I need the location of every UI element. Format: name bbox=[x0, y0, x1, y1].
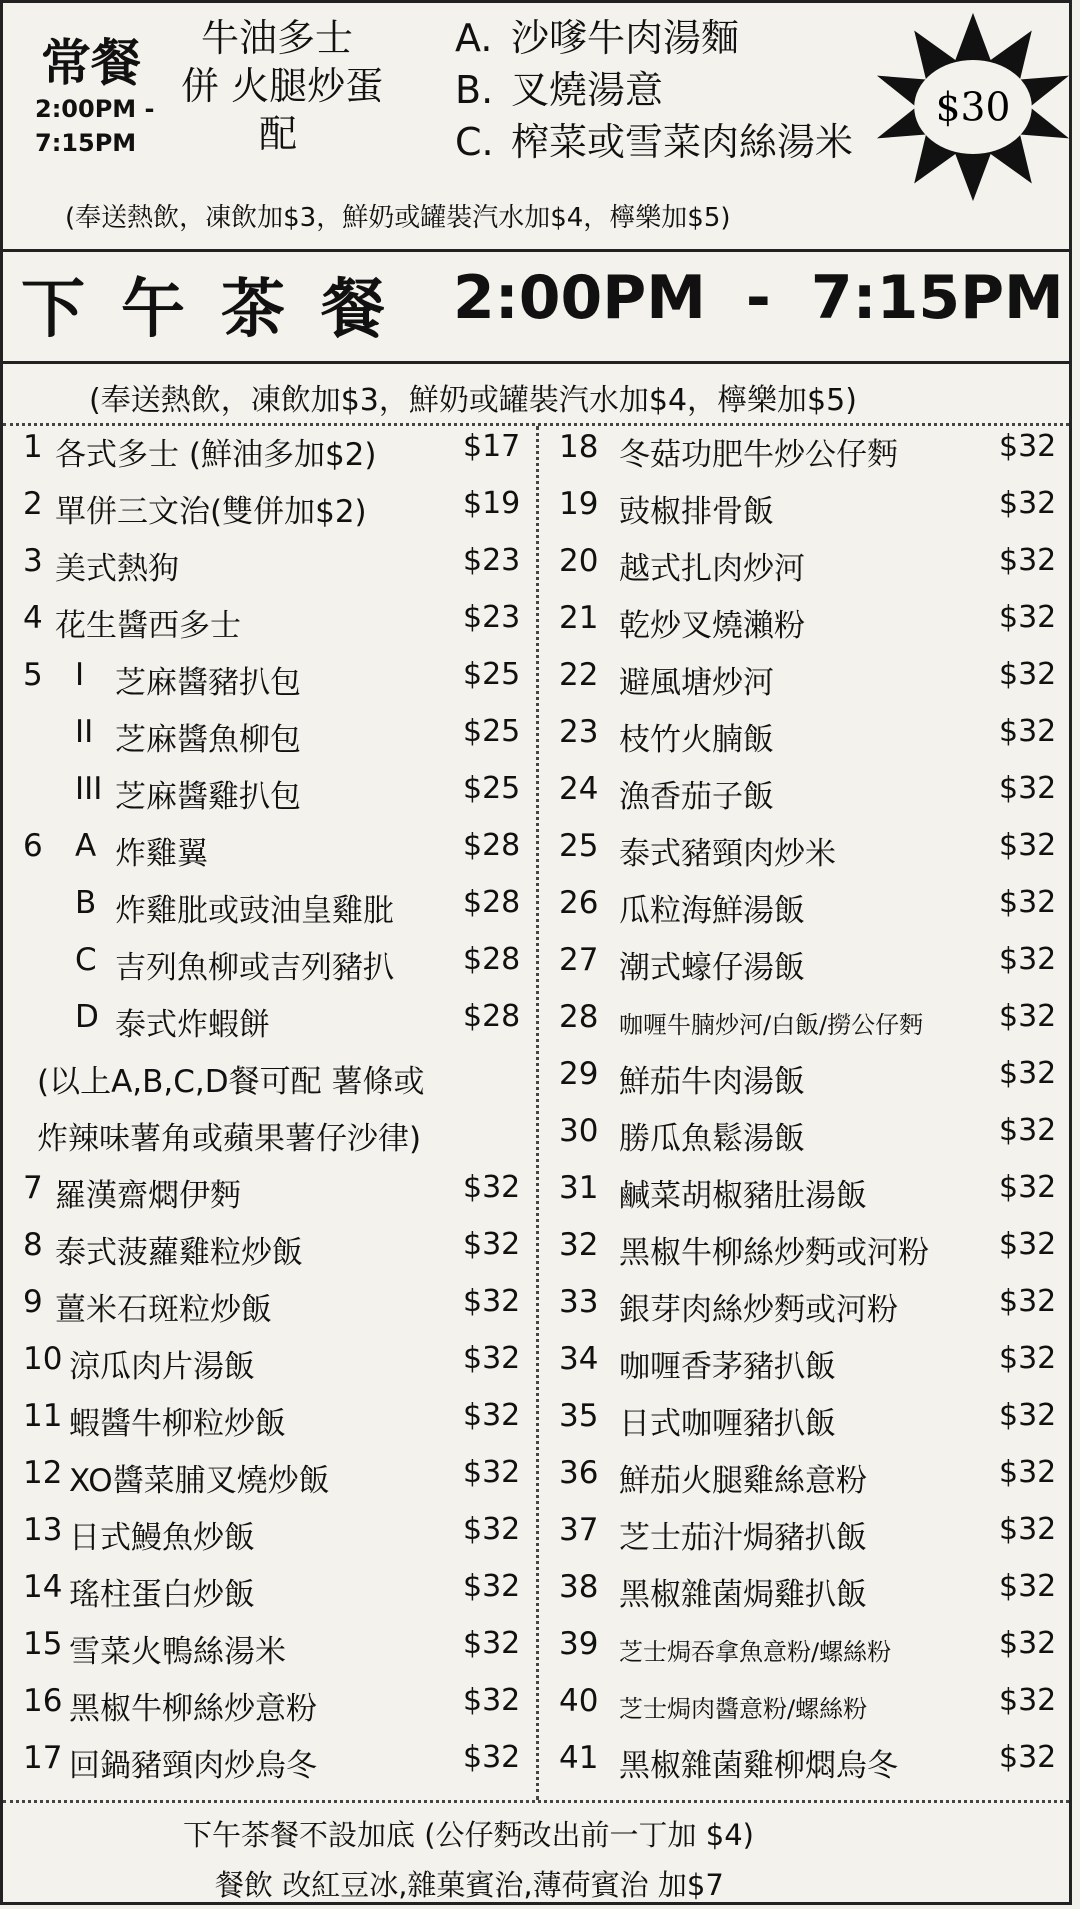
item-name: 炸雞翼 bbox=[115, 836, 208, 872]
menu-item-row bbox=[559, 1740, 1064, 1788]
item-sub-label: III bbox=[75, 771, 103, 807]
set-meal-time-start: 2:00PM - bbox=[35, 95, 155, 123]
item-price: $25 bbox=[463, 771, 521, 806]
item-number: 40 bbox=[559, 1683, 599, 1719]
item-number: 11 bbox=[23, 1398, 63, 1434]
menu-item-row bbox=[23, 543, 528, 591]
menu-item-row bbox=[23, 600, 528, 648]
menu-item-row bbox=[23, 1626, 528, 1674]
item-price: $28 bbox=[463, 828, 521, 863]
menu-item-row bbox=[23, 1284, 528, 1332]
item-number: 31 bbox=[559, 1170, 599, 1206]
item-name: 芝士焗肉醬意粉/螺絲粉 bbox=[619, 1695, 868, 1723]
item-name: 日式咖喱豬扒飯 bbox=[619, 1406, 836, 1442]
item-number: 41 bbox=[559, 1740, 599, 1776]
menu-item-row bbox=[559, 600, 1064, 648]
tea-set-time-start: 2:00PM bbox=[453, 263, 706, 333]
price-star-burst bbox=[875, 9, 1071, 205]
item-name: 芝士焗吞拿魚意粉/螺絲粉 bbox=[619, 1638, 892, 1666]
item-note: 炸辣味薯角或蘋果薯仔沙律) bbox=[37, 1121, 422, 1157]
menu-item-row bbox=[559, 1569, 1064, 1617]
menu-item-row bbox=[23, 1056, 528, 1104]
tea-set-drink-note: (奉送熱飲，凍飲加$3，鮮奶或罐裝汽水加$4，檸樂加$5) bbox=[89, 383, 857, 418]
item-price: $23 bbox=[463, 543, 521, 578]
menu-item-row bbox=[559, 942, 1064, 990]
item-price: $28 bbox=[463, 999, 521, 1034]
menu-item-row bbox=[559, 1113, 1064, 1161]
item-name: 黑椒牛柳絲炒麪或河粉 bbox=[619, 1235, 929, 1271]
item-price: $32 bbox=[999, 771, 1057, 806]
set-meal-option-letter: A. bbox=[455, 16, 493, 60]
item-name: 芝士茄汁焗豬扒飯 bbox=[619, 1520, 867, 1556]
menu-item-row bbox=[23, 429, 528, 477]
item-price: $32 bbox=[999, 1740, 1057, 1775]
set-meal-drink-note: (奉送熱飲，凍飲加$3，鮮奶或罐裝汽水加$4，檸樂加$5) bbox=[65, 203, 731, 233]
item-price: $32 bbox=[999, 1113, 1057, 1148]
item-number: 8 bbox=[23, 1227, 43, 1263]
menu-item-row bbox=[23, 828, 528, 876]
item-price: $32 bbox=[999, 657, 1057, 692]
item-sub-label: C bbox=[75, 942, 97, 978]
item-name: 羅漢齋燜伊麪 bbox=[55, 1178, 241, 1214]
item-number: 33 bbox=[559, 1284, 599, 1320]
item-name: 回鍋豬頸肉炒烏冬 bbox=[69, 1748, 317, 1784]
item-number: 27 bbox=[559, 942, 599, 978]
set-meal-price: $30 bbox=[935, 85, 1011, 131]
item-name: 鮮茄火腿雞絲意粉 bbox=[619, 1463, 867, 1499]
set-meal-combo-line1: 牛油多士 bbox=[201, 16, 354, 60]
item-number: 7 bbox=[23, 1170, 43, 1206]
item-name: 美式熱狗 bbox=[55, 551, 179, 587]
item-name: 各式多士 (鮮油多加$2) bbox=[55, 437, 377, 473]
item-price: $28 bbox=[463, 942, 521, 977]
divider bbox=[3, 1800, 1069, 1803]
item-number: 26 bbox=[559, 885, 599, 921]
item-number: 35 bbox=[559, 1398, 599, 1434]
menu-item-row bbox=[23, 1227, 528, 1275]
item-name: 日式鰻魚炒飯 bbox=[69, 1520, 255, 1556]
item-name: 花生醬西多士 bbox=[55, 608, 241, 644]
item-sub-label: B bbox=[75, 885, 97, 921]
item-price: $32 bbox=[463, 1569, 521, 1604]
item-number: 1 bbox=[23, 429, 43, 465]
item-name: 吉列魚柳或吉列豬扒 bbox=[115, 950, 394, 986]
item-price: $32 bbox=[999, 885, 1057, 920]
item-name: 瑤柱蛋白炒飯 bbox=[69, 1577, 255, 1613]
item-number: 29 bbox=[559, 1056, 599, 1092]
item-name: 咖喱牛腩炒河/白飯/撈公仔麪 bbox=[619, 1011, 924, 1039]
item-price: $32 bbox=[999, 1512, 1057, 1547]
item-sub-label: I bbox=[75, 657, 85, 693]
item-price: $32 bbox=[999, 1170, 1057, 1205]
item-price: $32 bbox=[999, 1398, 1057, 1433]
menu-item-row bbox=[559, 1284, 1064, 1332]
item-name: 避風塘炒河 bbox=[619, 665, 774, 701]
item-name: 蝦醬牛柳粒炒飯 bbox=[69, 1406, 286, 1442]
item-number: 9 bbox=[23, 1284, 43, 1320]
item-number: 15 bbox=[23, 1626, 63, 1662]
item-name: 芝麻醬雞扒包 bbox=[115, 779, 301, 815]
menu-item-row bbox=[559, 771, 1064, 819]
item-price: $32 bbox=[999, 429, 1057, 464]
menu-item-row bbox=[23, 657, 528, 705]
menu-item-row bbox=[23, 885, 528, 933]
set-meal-option-letter: B. bbox=[455, 68, 494, 112]
menu-item-row bbox=[559, 1683, 1064, 1731]
item-price: $32 bbox=[999, 1056, 1057, 1091]
item-price: $32 bbox=[463, 1398, 521, 1433]
item-name: 越式扎肉炒河 bbox=[619, 551, 805, 587]
item-number: 22 bbox=[559, 657, 599, 693]
item-price: $32 bbox=[999, 1227, 1057, 1262]
menu-item-row bbox=[559, 1341, 1064, 1389]
item-name: 芝麻醬豬扒包 bbox=[115, 665, 301, 701]
item-price: $23 bbox=[463, 600, 521, 635]
menu-item-row bbox=[23, 1455, 528, 1503]
item-number: 37 bbox=[559, 1512, 599, 1548]
item-price: $17 bbox=[463, 429, 521, 464]
item-name: 炸雞肶或豉油皇雞肶 bbox=[115, 893, 394, 929]
menu-item-row bbox=[559, 885, 1064, 933]
item-price: $32 bbox=[999, 1569, 1057, 1604]
tea-set-title: 下午茶餐 bbox=[21, 273, 421, 347]
set-meal-time-end: 7:15PM bbox=[35, 129, 137, 157]
menu-item-row bbox=[559, 1455, 1064, 1503]
set-meal-combo-line3: 配 bbox=[259, 112, 298, 156]
menu-item-row bbox=[23, 1341, 528, 1389]
item-name: 泰式炸蝦餅 bbox=[115, 1007, 270, 1043]
set-meal-option bbox=[455, 59, 663, 114]
item-price: $32 bbox=[999, 600, 1057, 635]
item-name: 豉椒排骨飯 bbox=[619, 494, 774, 530]
item-number: 2 bbox=[23, 486, 43, 522]
menu-item-row bbox=[559, 1512, 1064, 1560]
item-name: XO醬菜脯叉燒炒飯 bbox=[69, 1463, 330, 1499]
item-number: 10 bbox=[23, 1341, 63, 1377]
item-name: 泰式菠蘿雞粒炒飯 bbox=[55, 1235, 303, 1271]
item-name: 黑椒雜菌焗雞扒飯 bbox=[619, 1577, 867, 1613]
item-price: $32 bbox=[999, 828, 1057, 863]
item-price: $25 bbox=[463, 714, 521, 749]
item-name: 涼瓜肉片湯飯 bbox=[69, 1349, 255, 1385]
item-name: 黑椒雜菌雞柳燜烏冬 bbox=[619, 1748, 898, 1784]
item-price: $32 bbox=[999, 543, 1057, 578]
item-price: $28 bbox=[463, 885, 521, 920]
item-price: $25 bbox=[463, 657, 521, 692]
set-meal-combo-line2: 併 火腿炒蛋 bbox=[181, 64, 384, 108]
item-price: $32 bbox=[463, 1341, 521, 1376]
menu-item-row bbox=[559, 1626, 1064, 1674]
item-number: 38 bbox=[559, 1569, 599, 1605]
item-name: 單併三文治(雙併加$2) bbox=[55, 494, 367, 530]
item-price: $32 bbox=[463, 1284, 521, 1319]
item-name: 乾炒叉燒瀨粉 bbox=[619, 608, 805, 644]
item-number: 32 bbox=[559, 1227, 599, 1263]
item-name: 鹹菜胡椒豬肚湯飯 bbox=[619, 1178, 867, 1214]
item-number: 19 bbox=[559, 486, 599, 522]
item-price: $32 bbox=[463, 1626, 521, 1661]
menu-item-row bbox=[559, 486, 1064, 534]
item-name: 芝麻醬魚柳包 bbox=[115, 722, 301, 758]
item-number: 13 bbox=[23, 1512, 63, 1548]
menu-item-row bbox=[559, 999, 1064, 1047]
menu-item-row bbox=[23, 1398, 528, 1446]
item-number: 16 bbox=[23, 1683, 63, 1719]
item-price: $32 bbox=[463, 1512, 521, 1547]
item-price: $32 bbox=[999, 1455, 1057, 1490]
menu-item-row bbox=[559, 1398, 1064, 1446]
item-price: $32 bbox=[999, 1683, 1057, 1718]
menu-item-row bbox=[23, 1512, 528, 1560]
menu-item-row bbox=[559, 1170, 1064, 1218]
item-price: $32 bbox=[999, 942, 1057, 977]
set-meal-option bbox=[455, 7, 739, 62]
item-name: 漁香茄子飯 bbox=[619, 779, 774, 815]
item-price: $32 bbox=[999, 1341, 1057, 1376]
item-price: $32 bbox=[999, 486, 1057, 521]
item-name: 咖喱香茅豬扒飯 bbox=[619, 1349, 836, 1385]
item-number: 39 bbox=[559, 1626, 599, 1662]
item-price: $32 bbox=[463, 1227, 521, 1262]
set-meal-option-name: 榨菜或雪菜肉絲湯米 bbox=[511, 120, 854, 164]
item-number: 14 bbox=[23, 1569, 63, 1605]
footer-line1: 下午茶餐不設加底 (公仔麪改出前一丁加 $4) bbox=[183, 1818, 754, 1852]
item-name: 鮮茄牛肉湯飯 bbox=[619, 1064, 805, 1100]
tea-set-time-separator: - bbox=[745, 263, 771, 333]
menu-item-row bbox=[559, 657, 1064, 705]
item-price: $32 bbox=[999, 1626, 1057, 1661]
item-note: (以上A,B,C,D餐可配 薯條或 bbox=[37, 1064, 425, 1100]
menu-item-row bbox=[559, 714, 1064, 762]
item-number: 18 bbox=[559, 429, 599, 465]
menu-item-row bbox=[23, 1683, 528, 1731]
item-sub-label: D bbox=[75, 999, 99, 1035]
item-number: 17 bbox=[23, 1740, 63, 1776]
item-number: 25 bbox=[559, 828, 599, 864]
item-name: 薑米石斑粒炒飯 bbox=[55, 1292, 272, 1328]
divider bbox=[3, 249, 1069, 252]
item-number: 34 bbox=[559, 1341, 599, 1377]
item-name: 潮式蠔仔湯飯 bbox=[619, 950, 805, 986]
menu-item-row bbox=[559, 429, 1064, 477]
item-price: $32 bbox=[463, 1683, 521, 1718]
menu-item-row bbox=[559, 1056, 1064, 1104]
item-sub-label: A bbox=[75, 828, 97, 864]
menu-item-row bbox=[23, 999, 528, 1047]
item-price: $19 bbox=[463, 486, 521, 521]
item-price: $32 bbox=[463, 1170, 521, 1205]
item-number: 6 bbox=[23, 828, 43, 864]
item-number: 30 bbox=[559, 1113, 599, 1149]
item-name: 枝竹火腩飯 bbox=[619, 722, 774, 758]
item-name: 瓜粒海鮮湯飯 bbox=[619, 893, 805, 929]
tea-set-time bbox=[453, 263, 1064, 333]
divider bbox=[3, 361, 1069, 364]
set-meal-option-name: 叉燒湯意 bbox=[511, 68, 664, 112]
column-divider bbox=[536, 426, 539, 1800]
item-number: 5 bbox=[23, 657, 43, 693]
menu-item-row bbox=[559, 828, 1064, 876]
item-number: 24 bbox=[559, 771, 599, 807]
item-number: 28 bbox=[559, 999, 599, 1035]
item-name: 雪菜火鴨絲湯米 bbox=[69, 1634, 286, 1670]
set-meal-title: 常餐 bbox=[41, 34, 141, 92]
menu-item-row bbox=[23, 1113, 528, 1161]
item-name: 勝瓜魚鬆湯飯 bbox=[619, 1121, 805, 1157]
menu-item-row bbox=[23, 1170, 528, 1218]
item-price: $32 bbox=[463, 1455, 521, 1490]
item-number: 4 bbox=[23, 600, 43, 636]
tea-set-time-end: 7:15PM bbox=[810, 263, 1064, 333]
item-price: $32 bbox=[999, 714, 1057, 749]
set-meal-option-name: 沙嗲牛肉湯麵 bbox=[511, 16, 740, 60]
item-name: 銀芽肉絲炒麪或河粉 bbox=[619, 1292, 898, 1328]
menu-item-row bbox=[23, 942, 528, 990]
item-price: $32 bbox=[999, 1284, 1057, 1319]
menu-item-row bbox=[23, 1569, 528, 1617]
menu-item-row bbox=[23, 714, 528, 762]
item-price: $32 bbox=[463, 1740, 521, 1775]
item-sub-label: II bbox=[75, 714, 94, 750]
menu-item-row bbox=[23, 486, 528, 534]
item-number: 12 bbox=[23, 1455, 63, 1491]
item-number: 21 bbox=[559, 600, 599, 636]
item-price: $32 bbox=[999, 999, 1057, 1034]
set-meal-option bbox=[455, 111, 853, 166]
item-name: 黑椒牛柳絲炒意粉 bbox=[69, 1691, 317, 1727]
item-number: 36 bbox=[559, 1455, 599, 1491]
item-number: 20 bbox=[559, 543, 599, 579]
item-number: 3 bbox=[23, 543, 43, 579]
item-number: 23 bbox=[559, 714, 599, 750]
menu-item-row bbox=[23, 1740, 528, 1788]
set-meal-option-letter: C. bbox=[455, 120, 494, 164]
menu-item-row bbox=[559, 1227, 1064, 1275]
menu-item-row bbox=[559, 543, 1064, 591]
footer-line2: 餐飲 改紅豆冰,雜菓賓治,薄荷賓治 加$7 bbox=[215, 1868, 724, 1902]
menu-item-row bbox=[23, 771, 528, 819]
item-name: 冬菇功肥牛炒公仔麪 bbox=[619, 437, 898, 473]
item-name: 泰式豬頸肉炒米 bbox=[619, 836, 836, 872]
